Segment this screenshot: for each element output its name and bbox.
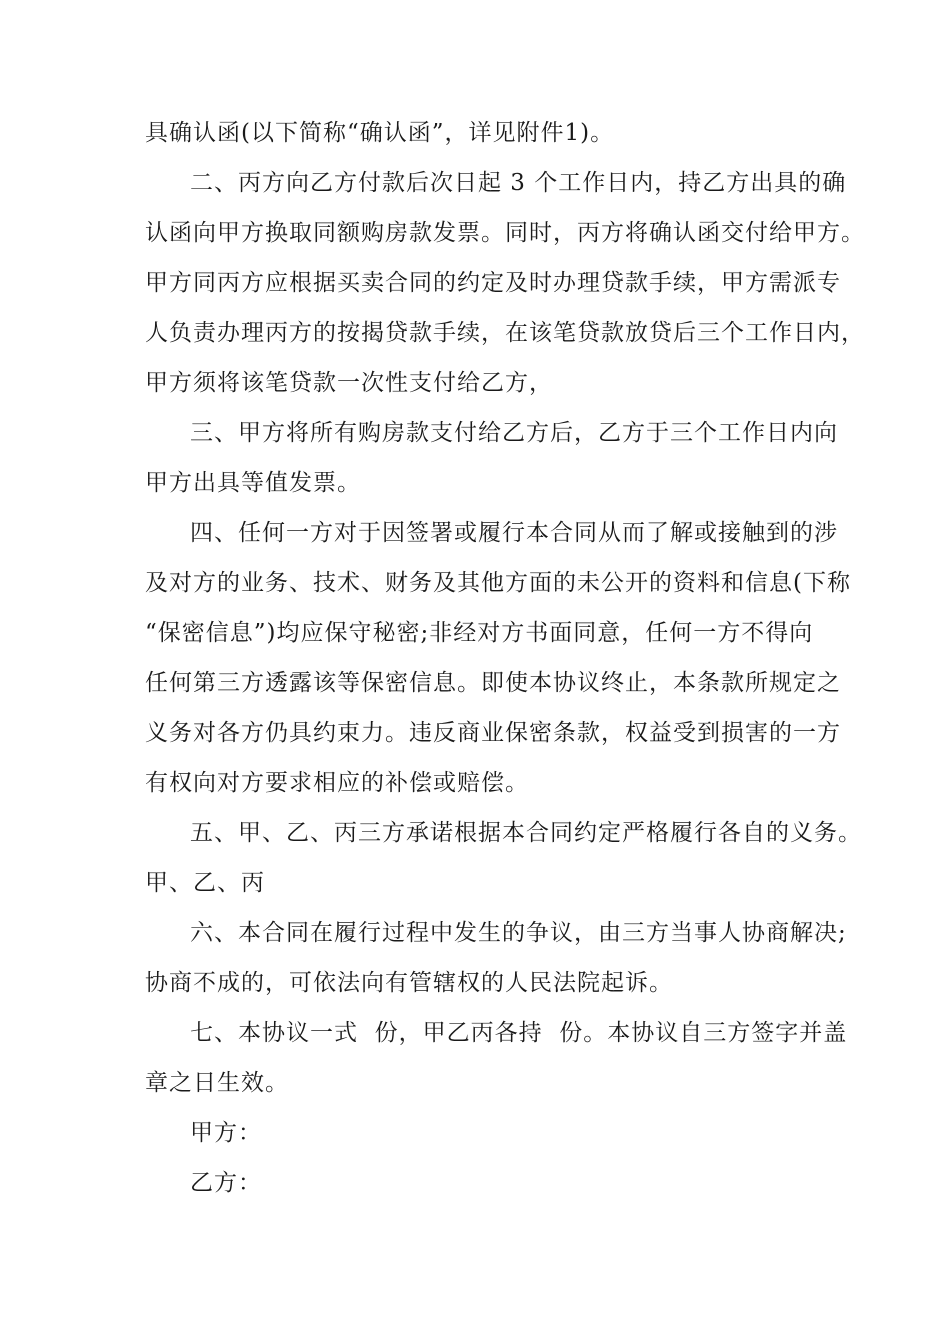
clause-6-line: 六、本合同在履行过程中发生的争议，由三方当事人协商解决;	[190, 920, 847, 946]
text-line: 具确认函(以下简称“确认函”，详见附件1)。	[145, 120, 615, 146]
party-a-signature-label: 甲方：	[190, 1120, 262, 1146]
text-line: 章之日生效。	[145, 1070, 289, 1096]
clause-2-line: 二、丙方向乙方付款后次日起 3 个工作日内，持乙方出具的确	[190, 170, 847, 196]
clause-3-line: 三、甲方将所有购房款支付给乙方后，乙方于三个工作日内向	[190, 420, 838, 446]
text-line: 有权向对方要求相应的补偿或赔偿。	[145, 770, 529, 796]
text-line: 义务对各方仍具约束力。违反商业保密条款，权益受到损害的一方	[145, 720, 841, 746]
text-line: 甲方须将该笔贷款一次性支付给乙方，	[145, 370, 553, 396]
text-line: 甲方同丙方应根据买卖合同的约定及时办理贷款手续，甲方需派专	[145, 270, 841, 296]
clause-4-line: 四、任何一方对于因签署或履行本合同从而了解或接触到的涉	[190, 520, 838, 546]
text-line: 甲方出具等值发票。	[145, 470, 361, 496]
text-line: 认函向甲方换取同额购房款发票。同时，丙方将确认函交付给甲方。	[145, 220, 865, 246]
text-line: 任何第三方透露该等保密信息。即使本协议终止，本条款所规定之	[145, 670, 841, 696]
text-line: 甲、乙、丙	[145, 870, 265, 896]
party-b-signature-label: 乙方：	[190, 1170, 262, 1196]
text-line: 协商不成的，可依法向有管辖权的人民法院起诉。	[145, 970, 673, 996]
clause-5-line: 五、甲、乙、丙三方承诺根据本合同约定严格履行各自的义务。	[190, 820, 862, 846]
text-line: 及对方的业务、技术、财务及其他方面的未公开的资料和信息(下称	[145, 570, 851, 596]
text-line: “保密信息”)均应保守秘密;非经对方书面同意，任何一方不得向	[145, 620, 814, 646]
text-line: 人负责办理丙方的按揭贷款手续，在该笔贷款放贷后三个工作日内，	[145, 320, 865, 346]
clause-7-line: 七、本协议一式 份，甲乙丙各持 份。本协议自三方签字并盖	[190, 1020, 848, 1046]
